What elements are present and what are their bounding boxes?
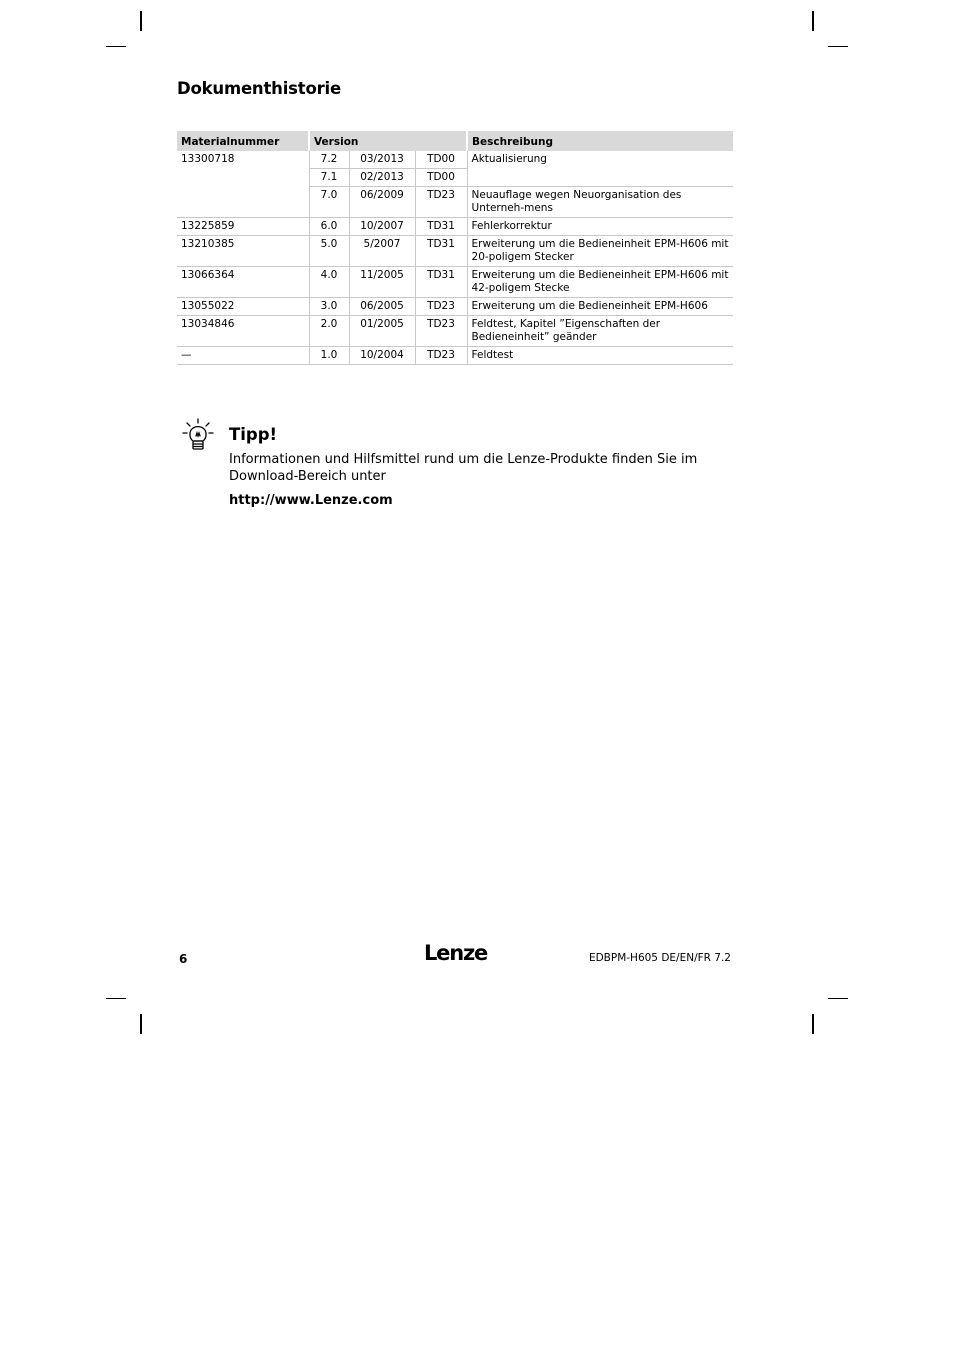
version-number: 7.1 <box>309 169 349 187</box>
table-header-row <box>177 131 733 151</box>
table-row <box>177 347 733 365</box>
material-number: 13300718 <box>177 151 309 218</box>
version-number: 3.0 <box>309 298 349 316</box>
table-row <box>177 218 733 236</box>
material-number: 13034846 <box>177 316 309 347</box>
version-number: 4.0 <box>309 267 349 298</box>
table-row <box>177 267 733 298</box>
material-number: 13066364 <box>177 267 309 298</box>
crop-mark <box>828 998 848 999</box>
version-description: Feldtest <box>467 347 733 365</box>
version-number: 2.0 <box>309 316 349 347</box>
version-description <box>467 169 733 187</box>
crop-mark <box>812 11 814 31</box>
header-material: Materialnummer <box>177 131 309 151</box>
version-date: 10/2007 <box>349 218 415 236</box>
crop-mark <box>106 998 126 999</box>
table-row <box>177 236 733 267</box>
version-description: Fehlerkorrektur <box>467 218 733 236</box>
document-reference: EDBPM-H605 DE/EN/FR 7.2 <box>588 952 731 964</box>
version-date: 01/2005 <box>349 316 415 347</box>
version-number: 6.0 <box>309 218 349 236</box>
tip-text: Informationen und Hilfsmittel rund um die Lenze-Produkte finden Sie im Download-Bereich unter <box>229 452 698 484</box>
version-date: 11/2005 <box>349 267 415 298</box>
version-code: TD00 <box>415 169 467 187</box>
version-code: TD23 <box>415 347 467 365</box>
table-row <box>177 316 733 347</box>
version-date: 5/2007 <box>349 236 415 267</box>
version-number: 5.0 <box>309 236 349 267</box>
version-description: Feldtest, Kapitel ”Eigenschaften der Bedieneinheit” geänder <box>467 316 733 347</box>
lightbulb-icon <box>182 418 214 452</box>
version-code: TD00 <box>415 151 467 169</box>
version-date: 10/2004 <box>349 347 415 365</box>
material-number: 13210385 <box>177 236 309 267</box>
version-description: Erweiterung um die Bedieneinheit EPM-H606 mit 20-poligem Stecker <box>467 236 733 267</box>
crop-mark <box>140 11 142 31</box>
version-date: 06/2005 <box>349 298 415 316</box>
crop-mark <box>828 46 848 47</box>
version-description: Neuauflage wegen Neuorganisation des Unterneh-mens <box>467 187 733 218</box>
crop-mark <box>106 46 126 47</box>
material-number: 13055022 <box>177 298 309 316</box>
version-date: 06/2009 <box>349 187 415 218</box>
table-row <box>177 298 733 316</box>
version-code: TD31 <box>415 267 467 298</box>
version-number: 7.2 <box>309 151 349 169</box>
version-description: Erweiterung um die Bedieneinheit EPM-H606 mit 42-poligem Stecke <box>467 267 733 298</box>
material-number: — <box>177 347 309 365</box>
version-description: Aktualisierung <box>467 151 733 169</box>
version-code: TD23 <box>415 316 467 347</box>
version-code: TD31 <box>415 218 467 236</box>
version-date: 03/2013 <box>349 151 415 169</box>
crop-mark <box>812 1014 814 1034</box>
version-code: TD23 <box>415 298 467 316</box>
header-description: Beschreibung <box>467 131 733 151</box>
document-history-table <box>177 131 733 365</box>
tip-title: Tipp! <box>229 425 278 444</box>
version-code: TD31 <box>415 236 467 267</box>
crop-mark <box>140 1014 142 1034</box>
header-version: Version <box>309 131 467 151</box>
version-description: Erweiterung um die Bedieneinheit EPM-H606 <box>467 298 733 316</box>
lenze-logo: Lenze <box>424 941 488 965</box>
page-number: 6 <box>179 952 188 966</box>
version-date: 02/2013 <box>349 169 415 187</box>
material-number: 13225859 <box>177 218 309 236</box>
section-title: Dokumenthistorie <box>177 79 341 98</box>
tip-link[interactable]: http://www.Lenze.com <box>229 493 393 508</box>
version-number: 1.0 <box>309 347 349 365</box>
version-number: 7.0 <box>309 187 349 218</box>
table-row <box>177 151 733 169</box>
version-code: TD23 <box>415 187 467 218</box>
